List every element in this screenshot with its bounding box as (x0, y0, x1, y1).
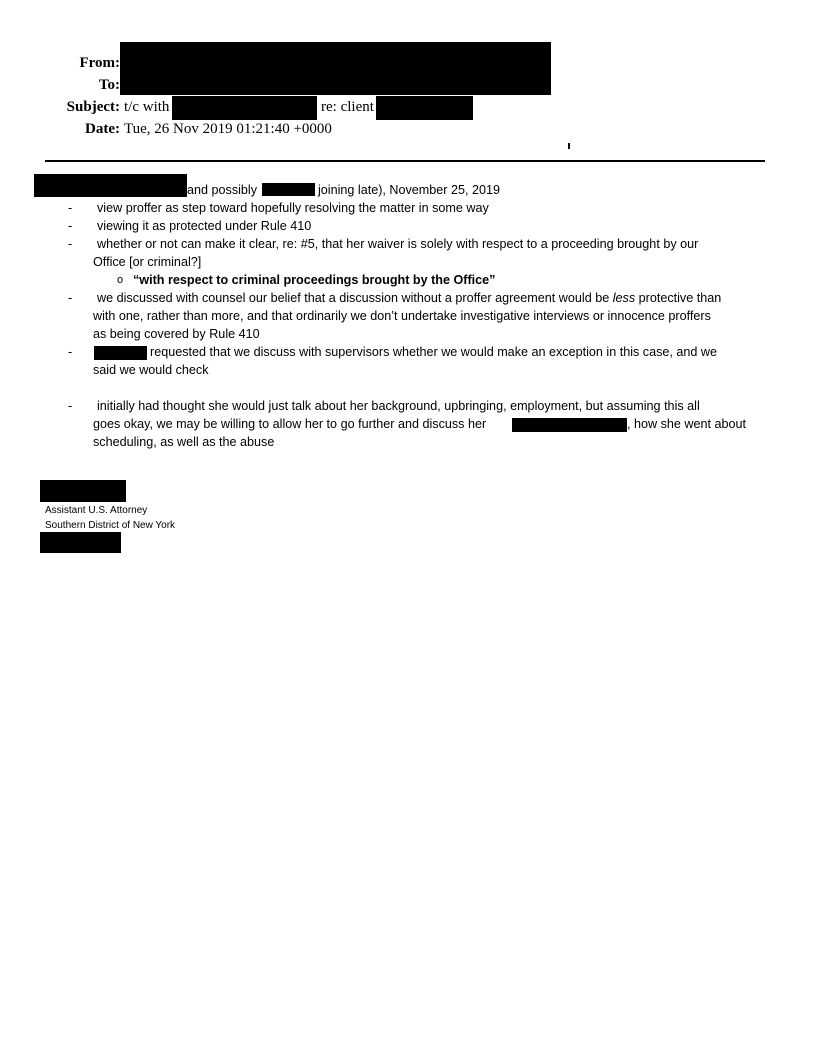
bullet-dash: - (68, 399, 73, 413)
bullet-6-line2-a: goes okay, we may be willing to allow her to go further and discuss her (93, 417, 487, 431)
bullet-6-line2-b: , how she went about (627, 417, 747, 431)
subject-text-part2: re: client (321, 99, 374, 115)
bullet-5-line1: requested that we discuss with supervisors whether we would make an exception in this case, and we (150, 345, 718, 359)
bullet-4-line3: as being covered by Rule 410 (93, 327, 260, 341)
bullet-dash: - (68, 219, 73, 233)
bullet-6-line3: scheduling, as well as the abuse (93, 435, 275, 449)
bullet-dash: - (68, 291, 73, 305)
bullet-dash: - (68, 201, 73, 215)
sub-bullet-marker: o (117, 274, 124, 286)
bullet-4-line1-b: protective than (638, 291, 722, 305)
bullet-5-line2: said we would check (93, 363, 209, 377)
redaction-bullet-5-name (94, 346, 147, 360)
bullet-6-line1: initially had thought she would just talk about her background, upbringing, employment, but assuming this all (97, 399, 700, 413)
signature-office: Southern District of New York (45, 520, 176, 531)
intro-text-part2: joining late), November 25, 2019 (318, 183, 501, 197)
redaction-from-to (120, 42, 551, 95)
bullet-2: viewing it as protected under Rule 410 (97, 219, 312, 233)
redaction-intro-name (262, 183, 315, 196)
redaction-intro-participants (34, 174, 187, 197)
to-label: To: (98, 77, 120, 93)
bullet-4-line1-a: we discussed with counsel our belief that a discussion without a proffer agreement would be (97, 291, 610, 305)
bullet-dash: - (68, 345, 73, 359)
redaction-subject-client (376, 96, 473, 120)
subject-label: Subject: (66, 99, 120, 115)
bullet-4-emphasis: less (612, 291, 636, 305)
bullet-3-line2: Office [or criminal?] (93, 255, 202, 269)
bullet-3-line1: whether or not can make it clear, re: #5, that her waiver is solely with respect to a proceeding brought by our (97, 237, 699, 251)
date-label: Date: (85, 121, 120, 137)
redaction-signature-name (40, 480, 126, 502)
intro-text-part1: and possibly (187, 183, 258, 197)
bullet-4-line2: with one, rather than more, and that ordinarily we don’t undertake investigative interviews or innocence proffers (93, 309, 711, 323)
bullet-dash: - (68, 237, 73, 251)
header-divider (45, 160, 765, 162)
sub-bullet-text: “with respect to criminal proceedings brought by the Office” (133, 273, 496, 287)
redaction-signature-contact (40, 532, 121, 553)
subject-text-part1: t/c with (124, 99, 170, 115)
bullet-4-line1 (97, 289, 721, 307)
bullet-1: view proffer as step toward hopefully resolving the matter in some way (97, 201, 489, 215)
redaction-bullet-6 (512, 418, 627, 432)
date-value: Tue, 26 Nov 2019 01:21:40 +0000 (124, 121, 332, 137)
signature-title: Assistant U.S. Attorney (45, 505, 148, 516)
from-label: From: (79, 55, 120, 71)
redaction-subject-name (172, 96, 317, 120)
stray-mark (568, 143, 570, 149)
